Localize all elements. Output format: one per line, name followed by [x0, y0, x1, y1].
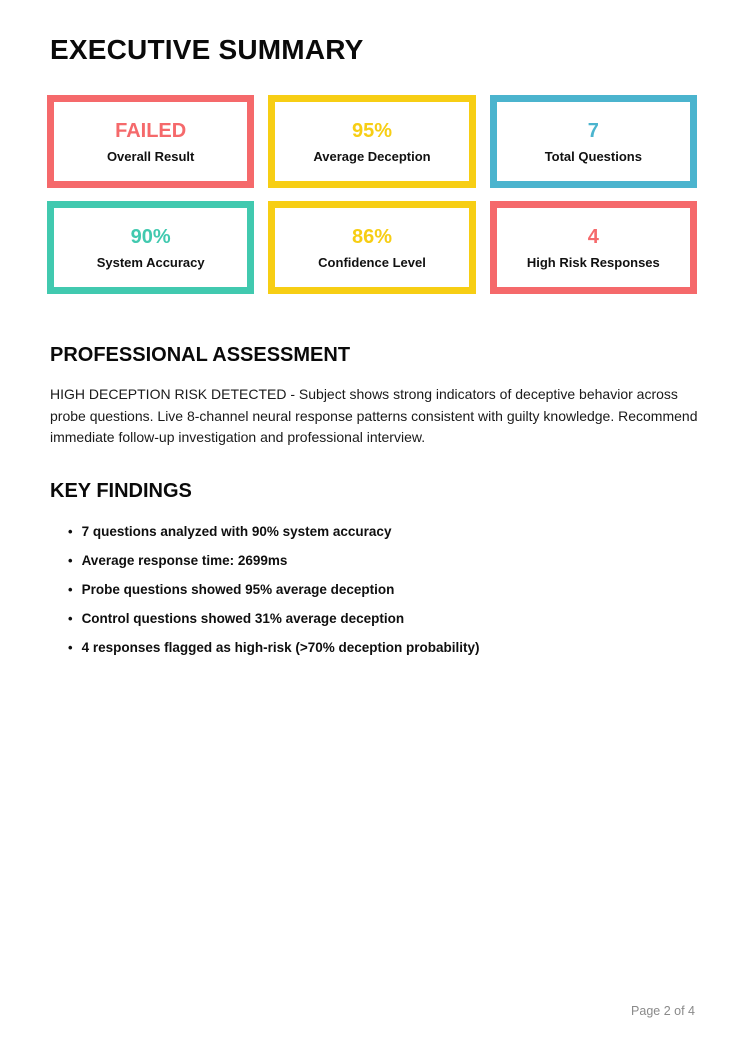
key-finding-item — [68, 611, 698, 626]
summary-card-confidence-level — [268, 201, 475, 294]
bullet-icon: • — [68, 553, 73, 568]
card-label: Confidence Level — [318, 254, 426, 270]
summary-card-high-risk-responses — [490, 201, 697, 294]
summary-cards-grid — [47, 95, 697, 294]
key-findings-heading: KEY FINDINGS — [50, 480, 192, 502]
bullet-icon: • — [68, 524, 73, 539]
summary-card-average-deception — [268, 95, 475, 188]
page-number: Page 2 of 4 — [631, 1004, 695, 1018]
card-value: 95% — [351, 119, 392, 142]
card-label: Overall Result — [106, 148, 195, 164]
key-findings-section — [50, 480, 698, 669]
bullet-icon: • — [68, 611, 73, 626]
summary-card-system-accuracy — [47, 201, 254, 294]
key-finding-text: Control questions showed 31% average deception — [81, 611, 405, 626]
key-finding-text: 7 questions analyzed with 90% system accuracy — [81, 524, 392, 539]
key-finding-item — [68, 582, 698, 597]
professional-assessment-heading: PROFESSIONAL ASSESSMENT — [50, 344, 351, 366]
card-label: Total Questions — [544, 148, 642, 164]
card-label: Average Deception — [313, 148, 431, 164]
summary-card-overall-result — [47, 95, 254, 188]
key-finding-item — [68, 524, 698, 539]
card-value: FAILED — [115, 119, 187, 142]
assessment-paragraph: HIGH DECEPTION RISK DETECTED - Subject shows strong indicators of deceptive behavior across probe questions. Live 8-channel neural response patterns consistent with guilty knowledge. Recommend immediate follow-up investigation and professional interview. — [50, 386, 698, 445]
key-finding-item — [68, 640, 698, 655]
card-value: 4 — [587, 225, 599, 248]
key-finding-item — [68, 553, 698, 568]
card-label: System Accuracy — [96, 254, 205, 270]
key-finding-text: Probe questions showed 95% average deception — [81, 582, 395, 597]
card-value: 90% — [130, 225, 171, 248]
card-value: 86% — [351, 225, 392, 248]
bullet-icon: • — [68, 582, 73, 597]
key-finding-text: 4 responses flagged as high-risk (>70% deception probability) — [81, 640, 480, 655]
card-label: High Risk Responses — [526, 254, 660, 270]
summary-card-total-questions — [490, 95, 697, 188]
bullet-icon: • — [68, 640, 73, 655]
page-title: EXECUTIVE SUMMARY — [50, 33, 364, 65]
key-findings-list — [50, 524, 698, 655]
card-value: 7 — [587, 119, 599, 142]
key-finding-text: Average response time: 2699ms — [81, 553, 288, 568]
professional-assessment-section — [50, 344, 698, 449]
